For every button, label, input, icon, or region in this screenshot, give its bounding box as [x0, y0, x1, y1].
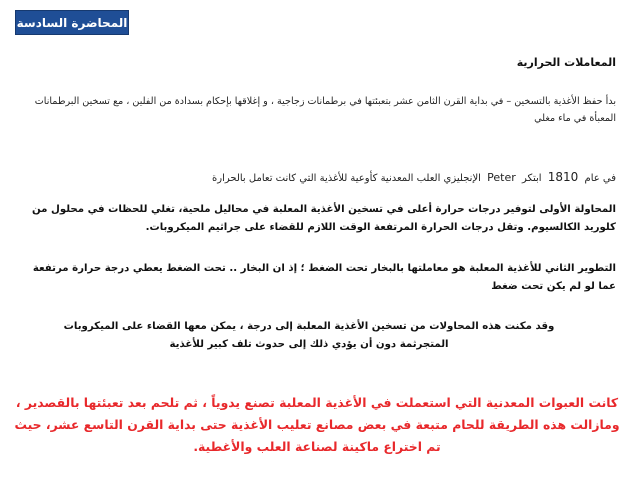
verb-invented: ابتكر: [521, 173, 542, 184]
year-1810: 1810: [547, 170, 579, 184]
lecture-title-text: المحاضرة السادسة: [16, 15, 128, 30]
paragraph-first-attempt: المحاولة الأولى لتوفير درجات حرارة أعلى في تسخين الأغذية المعلبة في محاليل ملحية، تغلي للحظات في محلول من كلوريد الكالسيوم. وتقل درجات الحرارة المرتفعة الوقت اللازم للقضاء على جراثيم الميكروبات.: [31, 204, 616, 233]
paragraph-second-development: التطوير الثاني للأغذية المعلبة هو معاملتها بالبخار تحت الضغط ؛ إذ ان البخار .. تحت الضغط يعطي درجة حرارة مرتفعة عما لو لم يكن تحت ضغط: [32, 263, 616, 292]
paragraph-1810-prefix: في عام: [584, 173, 616, 184]
paragraph-peter-1810: [16, 168, 616, 188]
paragraph-1810-suffix: الإنجليزي العلب المعدنية كأوعية للأغذية التي كانت تعامل بالحرارة: [212, 173, 481, 184]
inventor-name: Peter: [487, 171, 516, 184]
paragraph-history-intro: بدأ حفظ الأغذية بالتسخين – في بداية القرن الثامن عشر بتعبئتها في برطمانات زجاجية ، و إغلاقها بإحكام بسدادة من الفلين ، مع تسخين البرطمانات المعبأة في ماء مغلي: [34, 96, 616, 124]
paragraph-attempts-result: وقد مكنت هذه المحاولات من تسخين الأغذية المعلبة إلى درجة ، يمكن معها القضاء على الميكروبات المتجرثمة دون أن يؤدي ذلك إلى حدوث تلف كبير للأغذية: [63, 321, 555, 350]
paragraph-metal-cans-highlight: كانت العبوات المعدنية التي استعملت في الأغذية المعلبة تصنع يدوياً ، ثم تلحم بعد تعبئتها بالقصدير ، ومازالت هذه الطريقة للحام متبعة في بعض مصانع تعليب الأغذية حتى بداية القرن التاسع عشر، حيث تم اختراع ماكينة لصناعة العلب والأغطية.: [14, 395, 620, 454]
lecture-title-badge: [15, 10, 129, 35]
section-heading: المعاملات الحرارية: [516, 56, 616, 69]
